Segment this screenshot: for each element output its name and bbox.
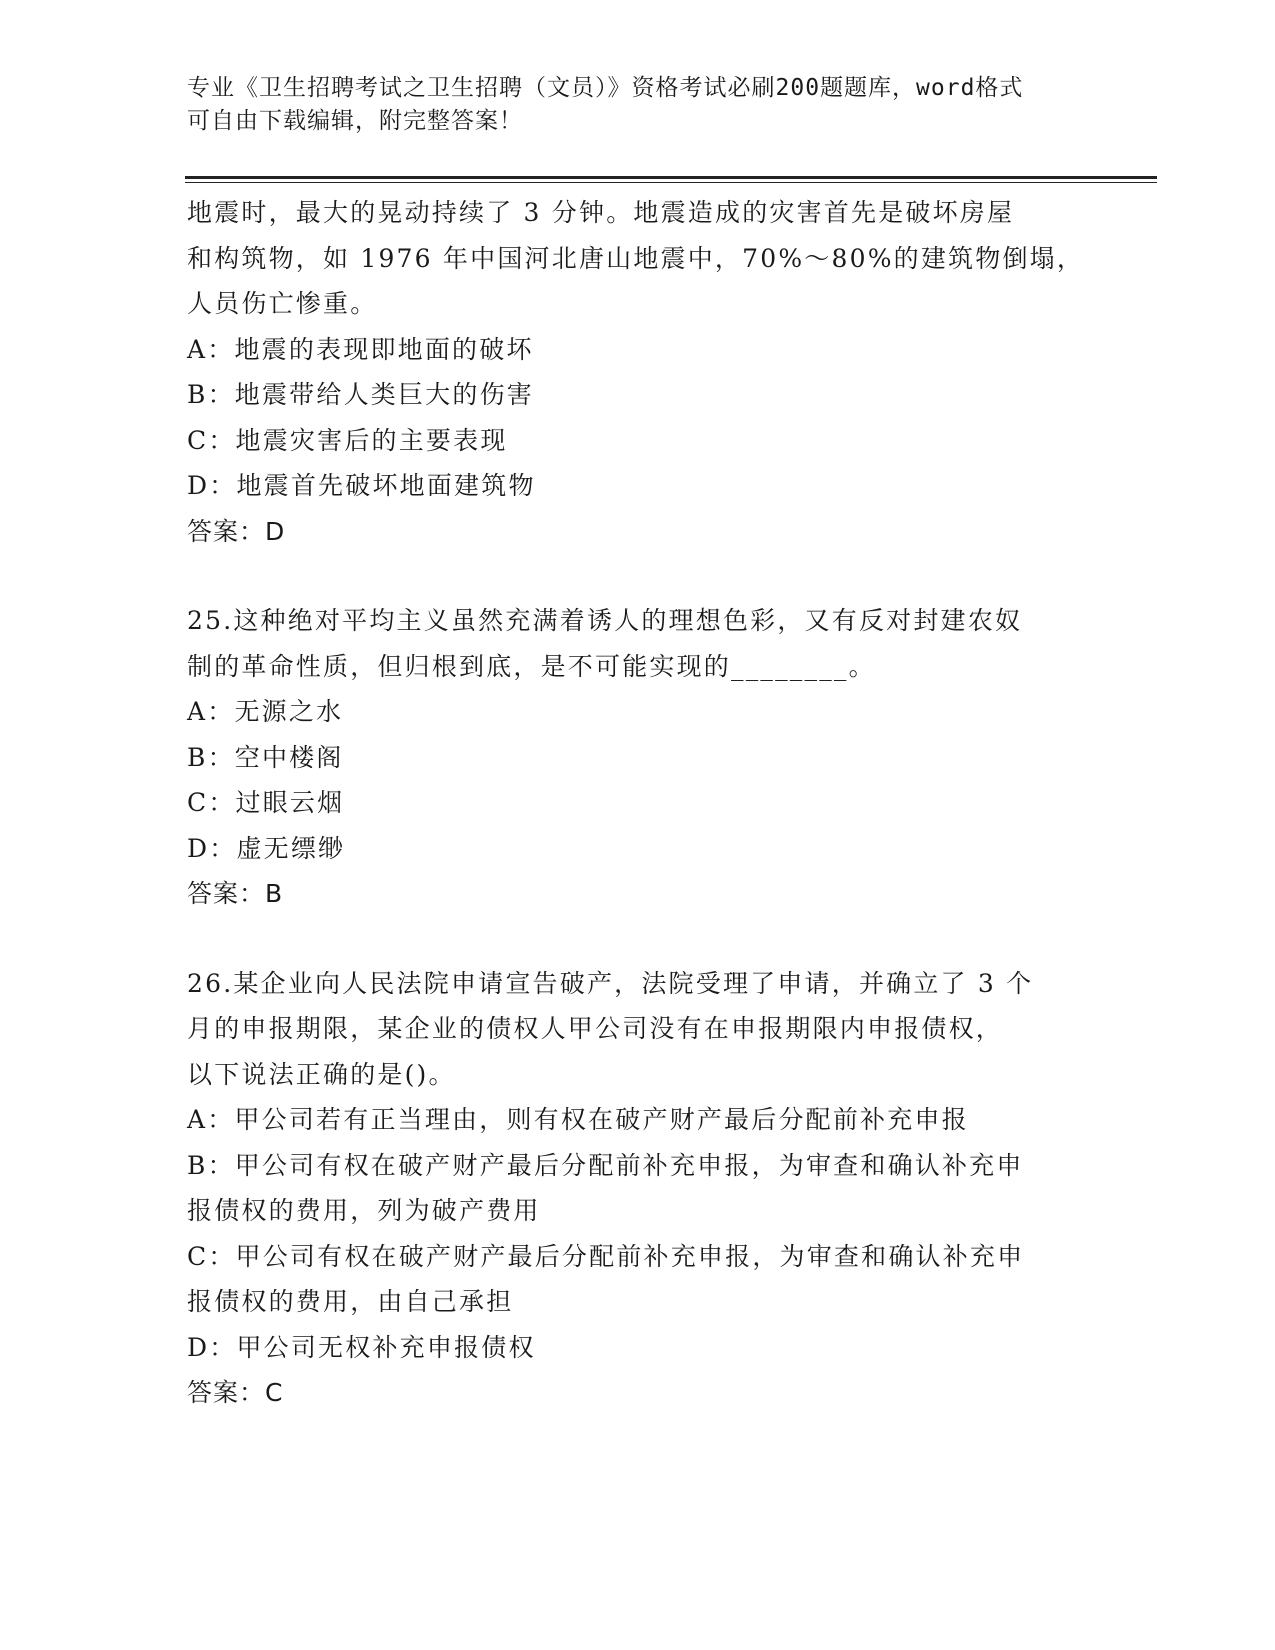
question-content [187, 190, 1087, 1416]
option-b: B：空中楼阁 [187, 742, 344, 772]
option-b: B：甲公司有权在破产财产最后分配前补充申报，为审查和确认补充申 [187, 1150, 1024, 1180]
answer-line: 答案：B [187, 879, 284, 908]
answer-line: 答案：D [187, 516, 286, 546]
option-a: A：地震的表现即地面的破坏 [187, 334, 534, 364]
question-stem-line: 人员伤亡惨重。 [187, 289, 378, 318]
option-c-continued: 报债权的费用，由自己承担 [187, 1287, 514, 1316]
option-c: C：地震灾害后的主要表现 [187, 425, 508, 455]
header-divider-thick [185, 176, 1157, 179]
document-header [187, 72, 1067, 138]
question-25 [187, 598, 1087, 917]
question-stem-line: 制的革命性质，但归根到底，是不可能实现的________。 [187, 651, 876, 681]
option-c: C：过眼云烟 [187, 788, 345, 817]
question-stem-line: 地震时，最大的晃动持续了 3 分钟。地震造成的灾害首先是破坏房屋 [187, 198, 1015, 227]
question-stem-line: 月的申报期限，某企业的债权人甲公司没有在申报期限内申报债权， [187, 1014, 1004, 1043]
option-b: B：地震带给人类巨大的伤害 [187, 380, 534, 409]
option-d: D：地震首先破坏地面建筑物 [187, 471, 536, 500]
question-stem-line: 25.这种绝对平均主义虽然充满着诱人的理想色彩，又有反对封建农奴 [187, 606, 1023, 635]
question-spacer [187, 554, 1087, 598]
answer-line: 答案：C [187, 1378, 284, 1407]
question-spacer [187, 917, 1087, 961]
question-stem-line: 和构筑物，如 1976 年中国河北唐山地震中，70%～80%的建筑物倒塌， [187, 243, 1085, 273]
question-24-continued [187, 190, 1087, 554]
question-26 [187, 961, 1087, 1416]
header-line-2: 可自由下载编辑，附完整答案！ [187, 108, 523, 134]
option-d: D：虚无缥缈 [187, 833, 346, 863]
option-d: D：甲公司无权补充申报债权 [187, 1332, 536, 1362]
question-stem-line: 26.某企业向人民法院申请宣告破产，法院受理了申请，并确立了 3 个 [187, 968, 1034, 998]
option-b-continued: 报债权的费用，列为破产费用 [187, 1196, 541, 1225]
option-a: A：甲公司若有正当理由，则有权在破产财产最后分配前补充申报 [187, 1105, 969, 1134]
option-c: C：甲公司有权在破产财产最后分配前补充申报，为审查和确认补充申 [187, 1241, 1025, 1271]
option-a: A：无源之水 [187, 697, 344, 726]
header-line-1: 专业《卫生招聘考试之卫生招聘（文员）》资格考试必刷200题题库，word格式 [187, 75, 1024, 101]
header-divider-thin [185, 182, 1157, 183]
question-stem-line: 以下说法正确的是()。 [187, 1059, 456, 1089]
